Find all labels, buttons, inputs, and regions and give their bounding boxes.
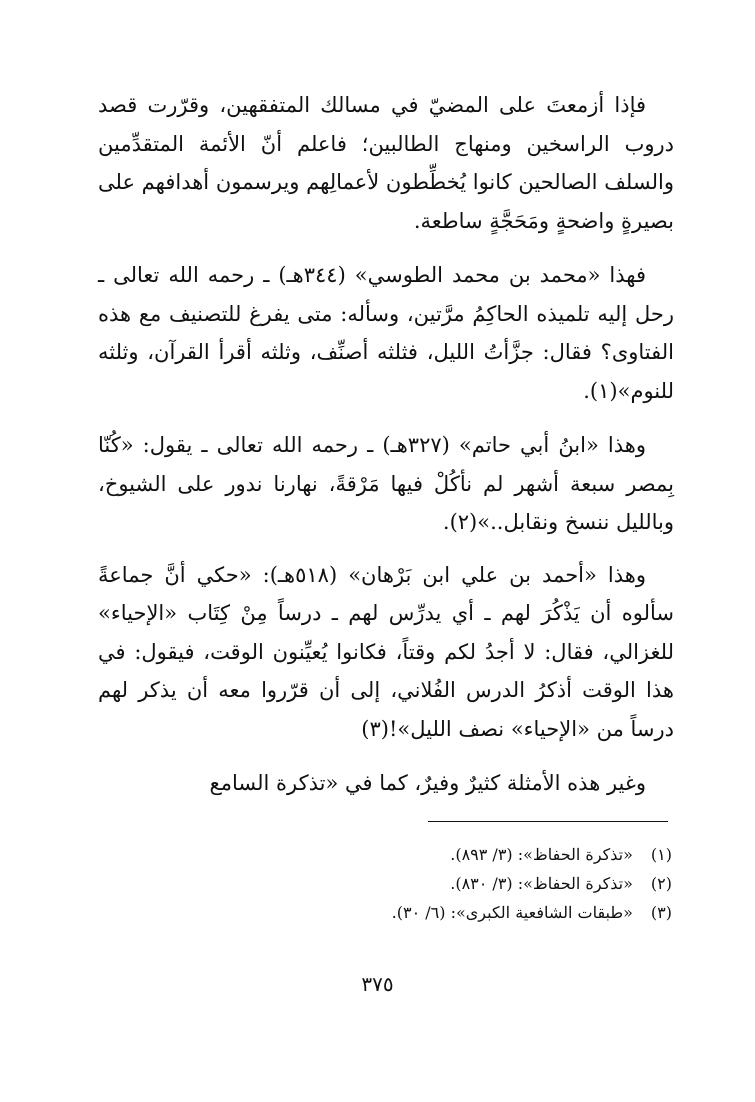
footnote-number: (٢) [650,874,672,893]
footnote [300,840,672,869]
page-number: ٣٧٥ [361,972,394,996]
paragraph: فإذا أزمعتَ على المضيّ في مسالك المتفقهين، وقرّرت قصد دروب الراسخين ومنهاج الطالبين؛ فاعلم أنّ الأئمة المتقدِّمين والسلف الصالحين كانوا يُخطِّطون لأعمالِهم ويرسمون أهدافهم على بصيرةٍ واضحةٍ ومَحَجَّةٍ ساطعة. [98,93,674,233]
main-text [98,86,674,803]
footnotes [300,840,672,927]
footnote-number: (١) [650,845,672,864]
footnote [300,869,672,898]
footnote [300,898,672,927]
footnote-number: (٣) [650,903,672,922]
footnote-separator [428,821,668,822]
footnote-text: «تذكرة الحفاظ»: (٣/ ٨٣٠). [450,874,633,893]
footnote-text: «طبقات الشافعية الكبرى»: (٦/ ٣٠). [391,903,633,922]
paragraph: وهذا «أحمد بن علي ابن بَرْهان» (٥١٨هـ): «حكي أنَّ جماعةً سألوه أن يَذْكُرَ لهم ـ أي يدرِّس لهم ـ درساً مِنْ كِتَاب «الإحياء» للغزالي، فقال: لا أجدُ لكم وقتاً، فكانوا يُعيِّنون الوقت، فيقول: في هذا الوقت أذكرُ الدرس الفُلاني، إلى أن قرّروا معه أن يذكر لهم درساً من «الإحياء» نصف الليل»!(٣) [98,562,674,741]
footnote-text: «تذكرة الحفاظ»: (٣/ ٨٩٣). [450,845,633,864]
paragraph: فهذا «محمد بن محمد الطوسي» (٣٤٤هـ) ـ رحمه الله تعالى ـ رحل إليه تلميذه الحاكِمُ مرَّتين، وسأله: متى يفرغ للتصنيف مع هذه الفتاوى؟ فقال: جزَّأتُ الليل، فثلثه أصنِّف، وثلثه أقرأ القرآن، وثلثه للنوم»(١). [98,263,674,403]
paragraph: وهذا «ابنُ أبي حاتم» (٣٢٧هـ) ـ رحمه الله تعالى ـ يقول: «كُنّا بِمصر سبعة أشهر لم نأكُلْ فيها مَرْقةً، نهارنا ندور على الشيوخ، وبالليل ننسخ ونقابل..»(٢). [98,433,674,534]
paragraph: وغير هذه الأمثلة كثيرٌ وفيرٌ، كما في «تذكرة السامع [209,771,646,795]
